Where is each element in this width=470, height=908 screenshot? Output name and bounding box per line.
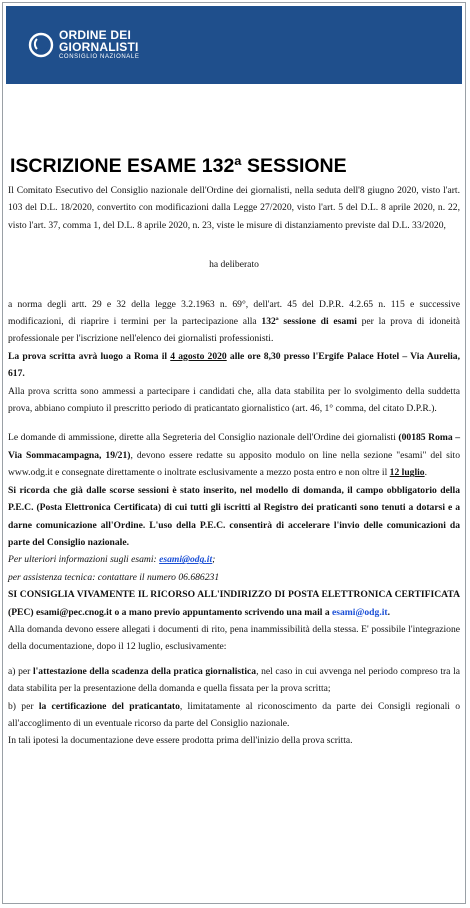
logo-text-giornalisti: GIORNALISTI: [59, 40, 139, 54]
info-paragraph: Per ulteriori informazioni sugli esami: esami@odg.it;: [8, 554, 216, 566]
pec-reminder-paragraph: Si ricorda che già dalle scorse sessioni è stato inserito, nel modello di domanda, il campo obbligatorio della P.E.C. (Posta Elettronica Certificata) di cui tutti gli iscritti al Registro dei praticanti sono tenuti a dotarsi e a darne comunicazione all'Ordine. L'uso della P.E.C. consentirà di accelerare l'invio delle comunicazioni da parte del Consiglio nazionale.: [8, 484, 460, 548]
session-number: 132ª sessione di esami: [261, 316, 357, 328]
exam-date: 4 agosto 2020: [170, 350, 227, 362]
deadline-date: 12 luglio: [389, 467, 425, 479]
logo-text-consiglio: CONSIGLIO NAZIONALE: [59, 54, 140, 60]
documents-paragraph: Alla domanda devono essere allegati i documenti di rito, pena inammissibilità della stessa. E' possibile l'integrazione della documentazione, dopo il 12 luglio, esclusivamente:: [8, 623, 460, 653]
info-email-link[interactable]: esami@odg.it: [159, 554, 213, 566]
final-note-paragraph: In tali ipotesi la documentazione deve essere prodotta prima dell'inizio della prova scritta.: [8, 735, 353, 747]
application-paragraph: Le domande di ammissione, dirette alla Segreteria del Consiglio nazionale dell'Ordine dei giornalisti (00185 Roma – Via Sommacampagna, 19/21), devono essere redatte su apposito modulo on line nella sezione "esami" del sito www.odg.it e consegnate direttamente o inoltrate esclusivamente a mezzo posta entro e non oltre il 12 luglio.: [8, 432, 460, 479]
document-body: [8, 182, 460, 750]
norma-paragraph: a norma degli artt. 29 e 32 della legge 3.2.1963 n. 69°, dell'art. 45 del D.P.R. 4.2.65 n. 115 e successive modificazioni, di riaprire i termini per la partecipazione alla 132ª sessione di esami per la prova di idoneità professionale per l'iscrizione nell'elenco dei giornalisti professionisti.: [8, 298, 460, 345]
logo-text-ordine: ORDINE DEI: [59, 28, 132, 42]
item-a-paragraph: a) per l'attestazione della scadenza della pratica giornalistica, nel caso in cui avvenga nel periodo compreso tra la data stabilita per la presentazione della domanda e quella fissata per la prova scritta;: [8, 665, 460, 695]
intro-paragraph: Il Comitato Esecutivo del Consiglio nazionale dell'Ordine dei giornalisti, nella seduta dell'8 giugno 2020, visto l'art. 103 del D.L. 18/2020, convertito con modificazioni dalla Legge 27/2020, visto l'art. 5 del D.L. 8 aprile 2020, n. 22, visto l'art. 37, comma 1, del D.L. 8 aprile 2020, n. 23, viste le misure di distanziamento previste dal D.L. 33/2020,: [8, 185, 460, 231]
tech-support-paragraph: per assistenza tecnica: contattare il numero 06.686231: [8, 571, 220, 583]
header-banner: [6, 6, 462, 84]
address-text: (00185 Roma – Via Sommacampagna, 19/21): [8, 432, 460, 461]
pec-advice-paragraph: SI CONSIGLIA VIVAMENTE IL RICORSO ALL'INDIRIZZO DI POSTA ELETTRONICA CERTIFICATA (PEC) esami@pec.cnog.it o a mano previo appuntamento scrivendo una mail a esami@odg.it.: [8, 589, 460, 618]
page-title: ISCRIZIONE ESAME 132ª SESSIONE: [10, 155, 347, 177]
deliberato-text: ha deliberato: [209, 259, 259, 271]
odg-logo-icon: [28, 32, 54, 58]
admission-paragraph: Alla prova scritta sono ammessi a partecipare i candidati che, alla data stabilita per lo svolgimento della suddetta prova, abbiano compiuto il prescritto periodo di praticantato giornalistico (art. 46, 1° comma, del citato D.P.R.).: [8, 385, 460, 415]
item-b-paragraph: b) per la certificazione del praticantato, limitatamente al riconoscimento da parte dei Consigli regionali o all'accoglimento di un eventuale ricorso da parte del Consiglio nazionale.: [8, 700, 460, 729]
exam-date-paragraph: La prova scritta avrà luogo a Roma il 4 agosto 2020 alle ore 8,30 presso l'Ergife Palace Hotel – Via Aurelia, 617.: [8, 350, 460, 380]
advice-email-link[interactable]: esami@odg.it: [332, 606, 388, 618]
